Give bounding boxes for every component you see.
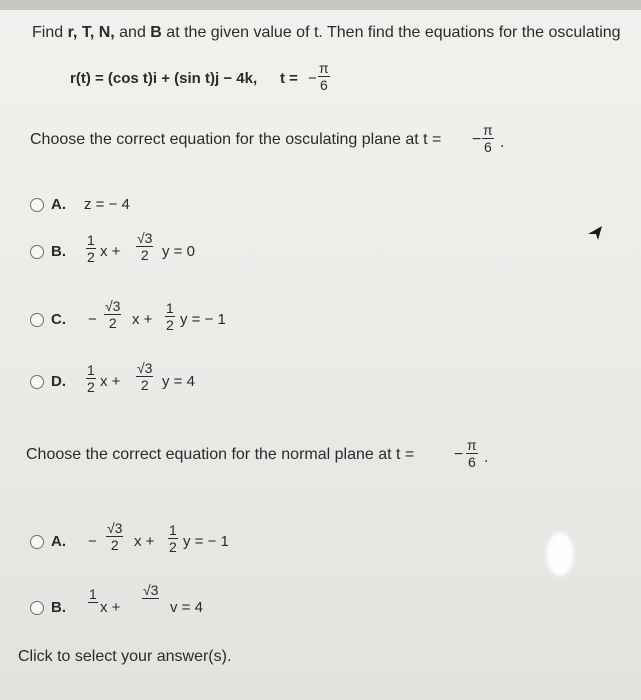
q2-option-a-den-2: 2 [169, 539, 177, 555]
q1-option-d-den-2: 2 [136, 376, 153, 393]
given-t-label: t = [280, 70, 298, 87]
q1-pi: π [483, 122, 493, 138]
q1-option-b-num-1: 1 [87, 232, 95, 248]
given-t-fraction [318, 60, 330, 93]
q2-option-b-mid: x + [100, 599, 121, 616]
q2-option-b-rhs: v = 4 [170, 599, 203, 616]
q1-option-c-den-2: 2 [166, 317, 174, 333]
q2-option-a-lead: − [88, 533, 97, 550]
given-minus: − [308, 70, 317, 87]
q2-option-b-letter: B. [51, 599, 66, 616]
q2-period: . [484, 449, 489, 466]
q1-minus: − [472, 131, 482, 148]
q1-t-fraction [482, 122, 494, 155]
q1-option-a-equation: z = − 4 [84, 196, 130, 213]
q1-option-c-lead: − [88, 311, 97, 328]
q1-option-d-fraction-1 [86, 362, 96, 395]
q2-option-a-den-1: 2 [106, 536, 123, 553]
q2-option-a-num-1: √3 [107, 520, 123, 536]
q2-t-fraction [466, 437, 478, 470]
given-function: r(t) = (cos t)i + (sin t)j − 4k, [70, 70, 258, 87]
q1-option-c-den-1: 2 [104, 314, 121, 331]
q1-period: . [500, 134, 505, 151]
problem-statement [32, 24, 621, 42]
q1-option-b-radio[interactable] [30, 245, 44, 259]
mouse-pointer-icon [586, 222, 606, 244]
footer-hint: Click to select your answer(s). [18, 648, 232, 665]
q1-option-c-fraction-2 [165, 300, 175, 333]
q1-option-b-letter: B. [51, 243, 66, 260]
screen-glare [546, 532, 574, 576]
q2-option-a-fraction-2 [168, 522, 178, 555]
q1-option-c-mid: x + [132, 311, 153, 328]
q1-option-d-num-2: √3 [137, 360, 153, 376]
intro-text-rest: at the given value of t. Then find the equations for the osculating [161, 24, 621, 41]
q1-option-c-letter: C. [51, 311, 66, 328]
q2-option-b-num-2: √3 [143, 582, 159, 598]
q1-six: 6 [483, 139, 492, 155]
q2-option-b-num-1: 1 [89, 586, 97, 602]
q1-option-a-letter: A. [51, 196, 66, 213]
q1-option-a-radio[interactable] [30, 198, 44, 212]
q2-option-a-letter: A. [51, 533, 66, 550]
q2-minus: − [454, 446, 464, 463]
q2-option-a-num-2: 1 [169, 522, 177, 538]
q1-option-d-rhs: y = 4 [162, 373, 195, 390]
q2-option-a-fraction-1 [106, 520, 123, 553]
q1-option-d-fraction-2 [136, 360, 153, 393]
q2-six: 6 [467, 454, 476, 470]
q2-option-a-rhs: y = − 1 [183, 533, 229, 550]
q1-option-d-num-1: 1 [87, 362, 95, 378]
q1-option-d-mid: x + [100, 373, 121, 390]
q2-option-a-mid: x + [134, 533, 155, 550]
intro-text-and: and [114, 24, 151, 41]
q1-option-b-den-1: 2 [87, 249, 95, 265]
given-six: 6 [319, 77, 328, 93]
q2-option-b-fraction-2 [142, 582, 159, 602]
q1-option-b-fraction-1 [86, 232, 96, 265]
q2-option-b-fraction-1 [88, 586, 98, 606]
q2-option-b-den-2 [142, 598, 159, 602]
q1-option-b-mid: x + [100, 243, 121, 260]
intro-bold-rtn: r, T, N, [67, 24, 115, 41]
intro-text: Find [32, 24, 68, 41]
q2-option-a-radio[interactable] [30, 535, 44, 549]
given-pi: π [319, 60, 329, 76]
q1-option-c-fraction-1 [104, 298, 121, 331]
q1-option-b-den-2: 2 [136, 246, 153, 263]
q1-option-b-num-2: √3 [137, 230, 153, 246]
top-bar [0, 0, 641, 10]
q1-option-b-fraction-2 [136, 230, 153, 263]
q1-option-c-num-2: 1 [166, 300, 174, 316]
q2-option-b-den-1 [88, 602, 98, 606]
q2-pi: π [467, 437, 477, 453]
q1-option-d-den-1: 2 [87, 379, 95, 395]
q1-option-d-radio[interactable] [30, 375, 44, 389]
q1-option-c-rhs: y = − 1 [180, 311, 226, 328]
q2-prompt: Choose the correct equation for the normal plane at t = [26, 446, 415, 463]
q1-prompt: Choose the correct equation for the osculating plane at t = [30, 131, 442, 148]
q1-option-c-num-1: √3 [105, 298, 121, 314]
q1-option-b-rhs: y = 0 [162, 243, 195, 260]
q1-option-d-letter: D. [51, 373, 66, 390]
intro-bold-b: B [150, 24, 162, 41]
q2-option-b-radio[interactable] [30, 601, 44, 615]
q1-option-c-radio[interactable] [30, 313, 44, 327]
